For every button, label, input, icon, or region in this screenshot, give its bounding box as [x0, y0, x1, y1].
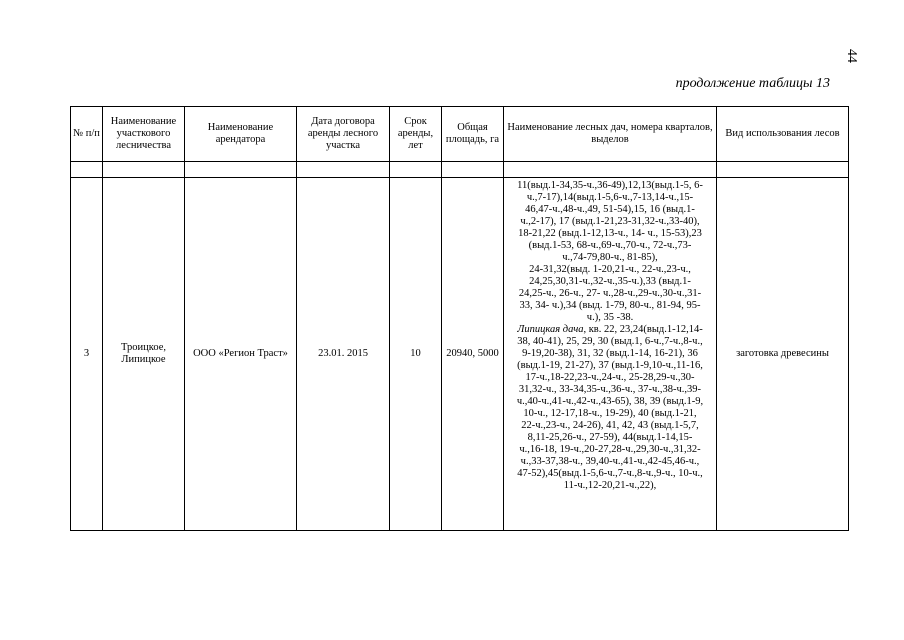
- header-forestry: Наименование участкового лесничества: [103, 107, 185, 162]
- description-line: 24-31,32(выд. 1-20,21-ч., 22-ч.,23-ч.,: [529, 264, 691, 275]
- description-line: ч.), 35 -38.: [586, 312, 634, 323]
- header-usage: Вид использования лесов: [717, 107, 849, 162]
- description-line: 31,32-ч., 33-34,35-ч.,36-ч., 37-ч.,38-ч.,39-: [518, 384, 702, 395]
- table-spacer-row: [71, 162, 849, 178]
- continuation-caption: продолжение таблицы 13: [675, 76, 830, 91]
- header-area: Общая площадь, га: [442, 107, 504, 162]
- cell-usage: заготовка древесины: [717, 178, 849, 531]
- description-line: 8,11-25,26-ч., 27-59), 44(выд.1-14,15-: [527, 432, 693, 443]
- description-line: 9-19,20-38), 31, 32 (выд.1-14, 16-21), 36: [522, 348, 698, 359]
- header-num: № п/п: [71, 107, 103, 162]
- description-line: 33, 34- ч.),34 (выд. 1-79, 80-ч., 81-94, 95-: [519, 300, 701, 311]
- description-line: 24,25,30,31-ч.,32-ч.,35-ч.),33 (выд.1-: [529, 276, 691, 287]
- description-line: 11-ч.,12-20,21-ч.,22),: [563, 480, 657, 491]
- table-header-row: [71, 107, 849, 162]
- description-line: ч.,16-18, 19-ч.,20-27,28-ч.,29,30-ч.,31,32-: [519, 444, 701, 455]
- description-line: 38, 40-41), 25, 29, 30 (выд.1, 6-ч.,7-ч.,8-ч.,: [517, 336, 703, 347]
- header-date: Дата договора аренды лесного участка: [297, 107, 390, 162]
- description-line: 11(выд.1-34,35-ч.,36-49),12,13(выд.1-5, 6-: [517, 180, 703, 191]
- page-number: 44: [844, 49, 859, 63]
- description-line: 10-ч., 12-17,18-ч., 19-29), 40 (выд.1-21,: [523, 408, 697, 419]
- description-line: 22-ч.,23-ч., 24-26), 41, 42, 43 (выд.1-5,7,: [521, 420, 699, 431]
- table-row: [71, 178, 849, 531]
- description-line: 18-21,22 (выд.1-12,13-ч., 14- ч., 15-53),23: [518, 228, 702, 239]
- header-lessee: Наименование арендатора: [185, 107, 297, 162]
- description-line: (выд.1-19, 21-27), 37 (выд.1-9,10-ч.,11-16,: [517, 360, 703, 371]
- description-line: ч.,40-ч.,41-ч.,42-ч.,43-65), 38, 39 (выд.1-9,: [516, 396, 704, 407]
- cell-term: 10: [390, 178, 442, 531]
- header-term: Срок аренды, лет: [390, 107, 442, 162]
- description-line: Липицкая дача, кв. 22, 23,24(выд.1-12,14-: [517, 324, 703, 335]
- cell-forestry: Троицкое, Липицкое: [103, 178, 185, 531]
- cell-lessee: ООО «Регион Траст»: [185, 178, 297, 531]
- cell-description: [504, 178, 717, 531]
- description-line: 47-52),45(выд.1-5,6-ч.,7-ч.,8-ч.,9-ч., 10-ч.,: [517, 468, 703, 479]
- description-line: 17-ч.,18-22,23-ч.,24-ч., 25-28,29-ч.,30-: [525, 372, 695, 383]
- description-line: ч.,7-17),14(выд.1-5,6-ч.,7-13,14-ч.,15-: [526, 192, 694, 203]
- description-line: (выд.1-53, 68-ч.,69-ч.,70-ч., 72-ч.,73-: [528, 240, 692, 251]
- description-line: 24,25-ч., 26-ч., 27- ч.,28-ч.,29-ч.,30-ч.,31-: [518, 288, 702, 299]
- cell-date: 23.01. 2015: [297, 178, 390, 531]
- cell-num: 3: [71, 178, 103, 531]
- header-description: Наименование лесных дач, номера кварталов, выделов: [504, 107, 717, 162]
- cell-area: 20940, 5000: [442, 178, 504, 531]
- description-line: ч.,2-17), 17 (выд.1-21,23-31,32-ч.,33-40),: [520, 216, 700, 227]
- description-line: ч.,33-37,38-ч., 39,40-ч.,41-ч.,42-45,46-ч.,: [520, 456, 700, 467]
- description-line: 46,47-ч.,48-ч.,49, 51-54),15, 16 (выд.1-: [525, 204, 695, 215]
- lease-table: [70, 106, 849, 531]
- description-line: ч.,74-79,80-ч., 81-85),: [562, 252, 658, 263]
